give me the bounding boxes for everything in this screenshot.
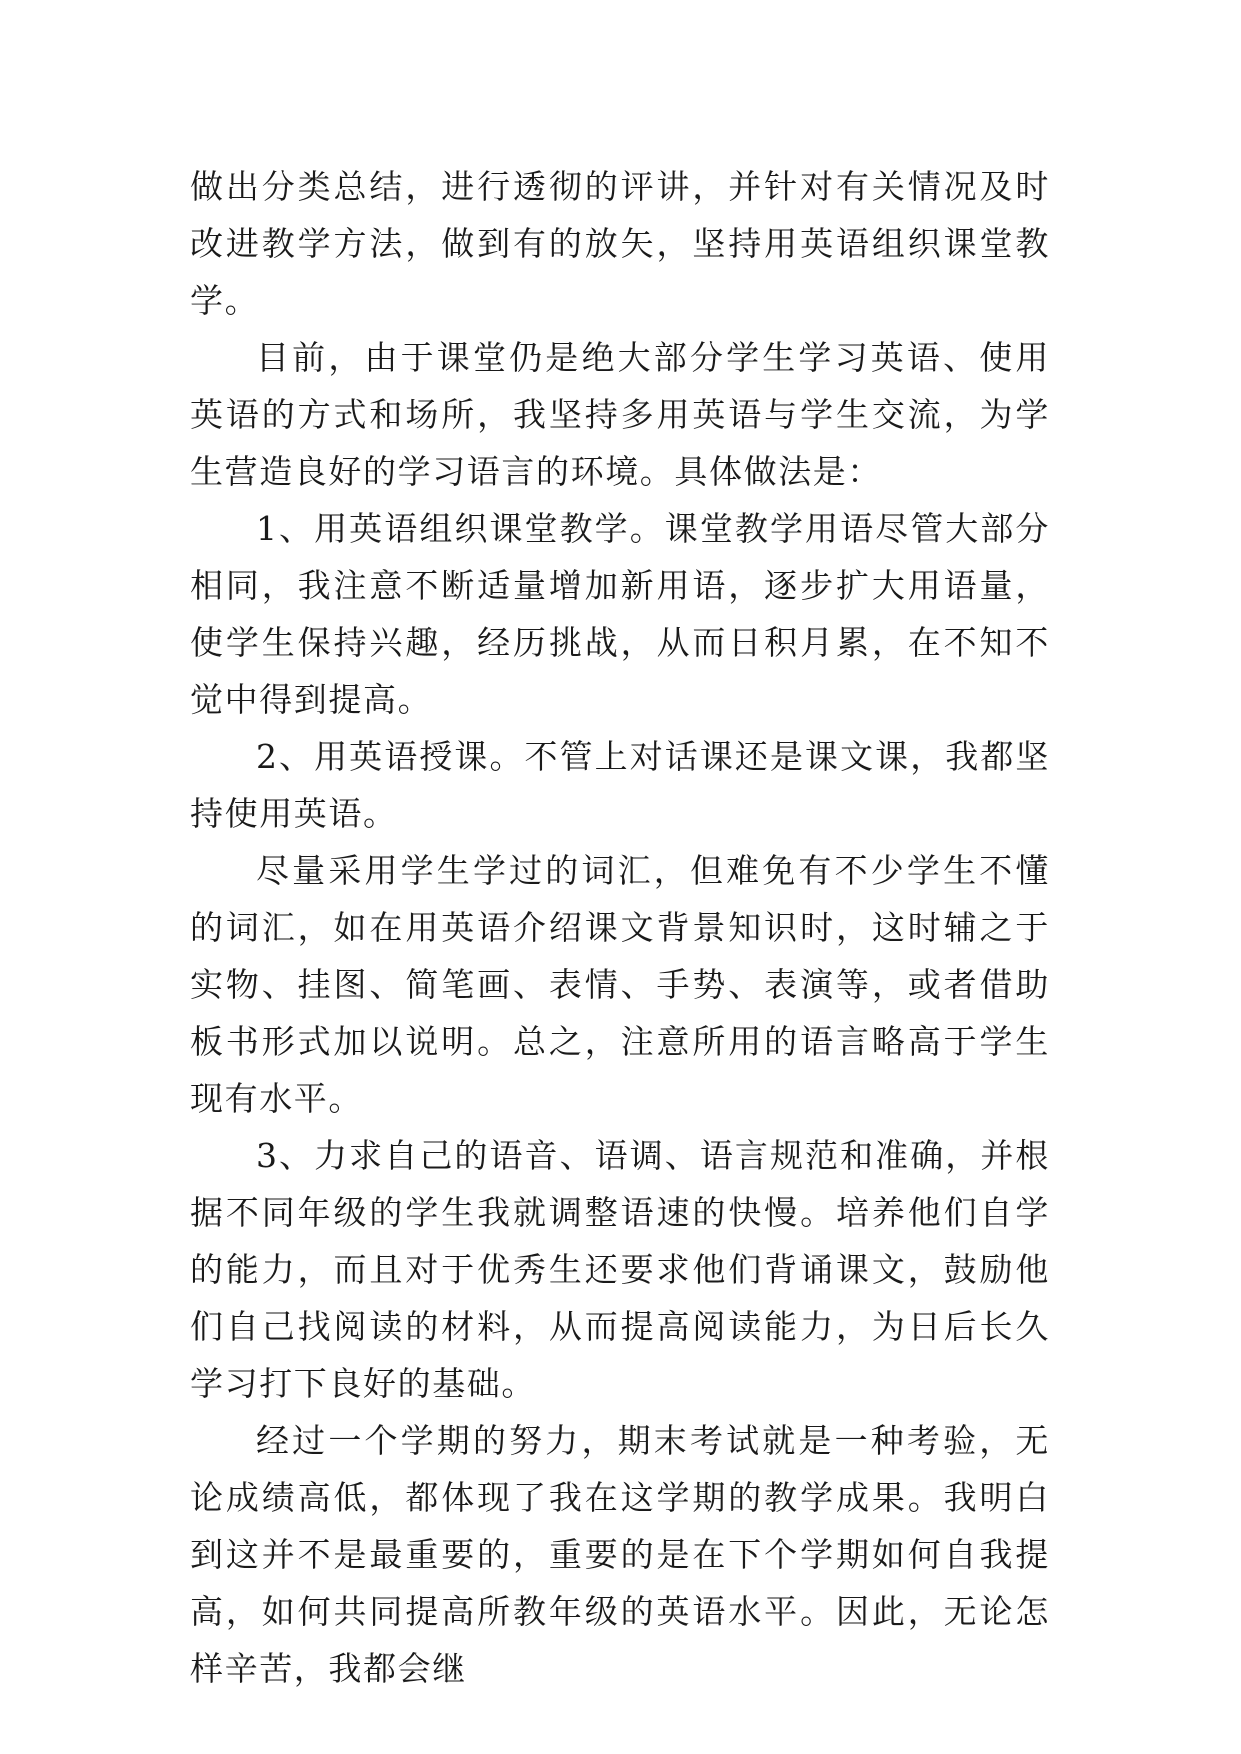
paragraph-intro: 目前，由于课堂仍是绝大部分学生学习英语、使用英语的方式和场所，我坚持多用英语与学生交流，为学生营造良好的学习语言的环境。具体做法是： <box>190 338 1050 491</box>
paragraph-conclusion: 经过一个学期的努力，期末考试就是一种考验，无论成绩高低，都体现了我在这学期的教学成果。我明白到这并不是最重要的，重要的是在下个学期如何自我提高，如何共同提高所教年级的英语水平。因此，无论怎样辛苦，我都会继 <box>190 1421 1050 1688</box>
paragraph-vocabulary: 尽量采用学生学过的词汇，但难免有不少学生不懂的词汇，如在用英语介绍课文背景知识时，这时辅之于实物、挂图、简笔画、表情、手势、表演等，或者借助板书形式加以说明。总之，注意所用的语言略高于学生现有水平。 <box>190 851 1050 1118</box>
paragraph-method-3: 3、力求自己的语音、语调、语言规范和准确，并根据不同年级的学生我就调整语速的快慢。培养他们自学的能力，而且对于优秀生还要求他们背诵课文，鼓励他们自己找阅读的材料，从而提高阅读能力，为日后长久学习打下良好的基础。 <box>190 1136 1050 1403</box>
body-text <box>190 158 1050 1697</box>
paragraph-method-1: 1、用英语组织课堂教学。课堂教学用语尽管大部分相同，我注意不断适量增加新用语，逐步扩大用语量，使学生保持兴趣，经历挑战，从而日积月累，在不知不觉中得到提高。 <box>190 509 1050 719</box>
paragraph-continuation: 做出分类总结，进行透彻的评讲，并针对有关情况及时改进教学方法，做到有的放矢，坚持用英语组织课堂教学。 <box>190 167 1050 320</box>
paragraph-method-2: 2、用英语授课。不管上对话课还是课文课，我都坚持使用英语。 <box>190 737 1050 833</box>
